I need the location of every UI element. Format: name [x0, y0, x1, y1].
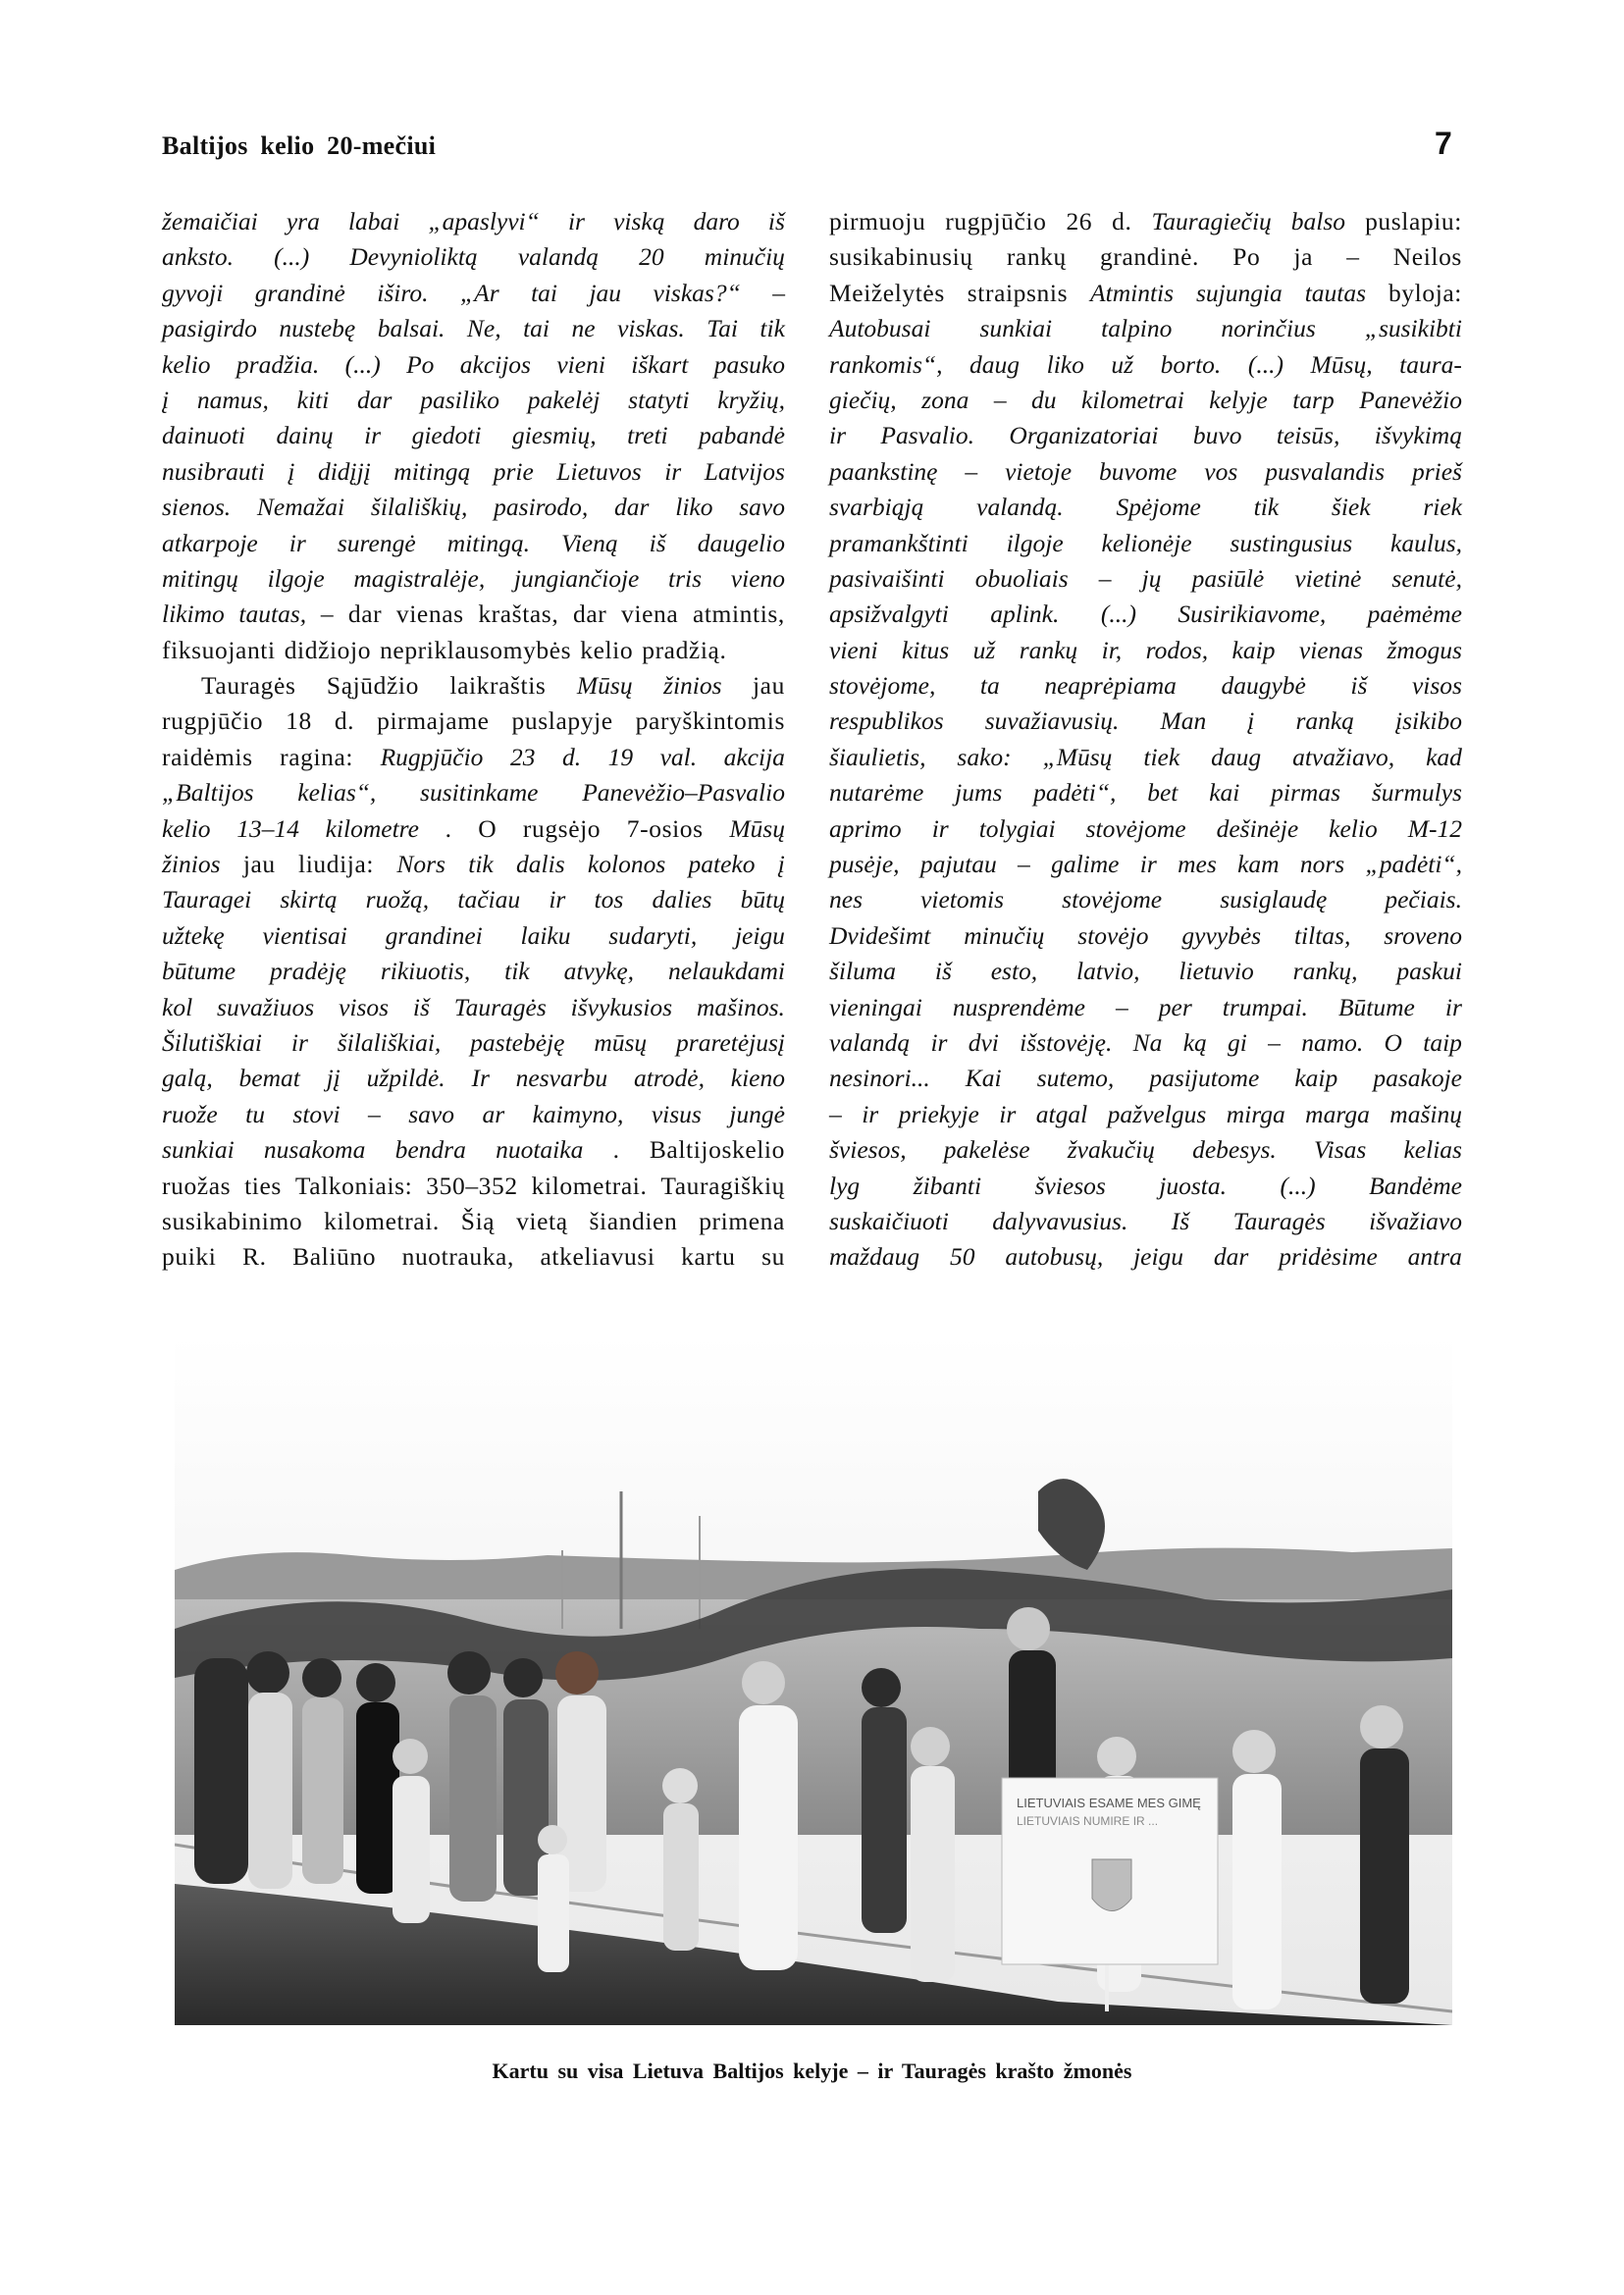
text-line: gyvoji grandinė iširo. „Ar tai jau viskas?“ – [162, 278, 785, 307]
text-line: kelio pradžia. (...) Po akcijos vieni iškart pasuko [162, 349, 785, 379]
text-line: ir Pasvalio. Organizatoriai buvo teisūs, išvykimą [829, 421, 1462, 450]
text-line: pasivaišinti obuoliais – jų pasiūlė vietinė senutė, [829, 563, 1462, 593]
text-line: ruože tu stovi – savo ar kaimyno, visus jungė [162, 1099, 785, 1128]
text-line: šiluma iš esto, latvio, lietuvio rankų, paskui [829, 957, 1462, 986]
text-line: paankstinę – vietoje buvome vos pusvalandis prieš [829, 456, 1462, 486]
text-line: svarbiąją valandą. Spėjome tik šiek riek [829, 493, 1462, 522]
text-line: pasigirdo nustebę balsai. Ne, tai ne viskas. Tai tik [162, 314, 785, 343]
text-line: kol suvažiuos visos iš Tauragės išvykusios mašinos. [162, 992, 785, 1021]
text-line: šiaulietis, sako: „Mūsų tiek daug atvažiavo, kad [829, 742, 1462, 771]
text-line: mitingų ilgoje magistralėje, jungiančioje tris vieno [162, 563, 785, 593]
text-line: maždaug 50 autobusų, jeigu dar pridėsime antra [829, 1242, 1462, 1272]
text-line: sunkiai nusakoma bendra nuotaika . Baltijoskelio [162, 1135, 785, 1165]
text-line: būtume pradėję rikiuotis, tik atvykę, nelaukdami [162, 957, 785, 986]
text-line: dainuoti dainų ir giedoti giesmių, treti pabandė [162, 421, 785, 450]
text-line: vieningai nusprendėme – per trumpai. Būtume ir [829, 992, 1462, 1021]
text-line: pramankštinti ilgoje kelionėje sustingusius kaulus, [829, 528, 1462, 557]
running-title: Baltijos kelio 20-mečiui [162, 131, 437, 160]
text-line: – ir priekyje ir atgal pažvelgus mirga marga mašinų [829, 1099, 1462, 1128]
text-line: „Baltijos kelias“, susitinkame Panevėžio–Pasvalio [162, 778, 785, 808]
text-line: nusibrauti į didįjį mitingą prie Lietuvos ir Latvijos [162, 456, 785, 486]
text-line: galą, bemat jį užpildė. Ir nesvarbu atrodė, kieno [162, 1064, 785, 1093]
text-line: giečių, zona – du kilometrai kelyje tarp Panevėžio [829, 385, 1462, 414]
vytis-coat-of-arms-icon [1092, 1859, 1131, 1911]
text-line: pusėje, pajutau – galime ir mes kam nors „padėti“, [829, 850, 1462, 879]
text-line: fiksuojanti didžiojo nepriklausomybės kelio pradžią. [162, 635, 727, 664]
text-line: nes vietomis stovėjome susiglaudę pečiais. [829, 885, 1462, 914]
text-line: ruožas ties Talkoniais: 350–352 kilometrai. Tauragiškių [162, 1171, 785, 1200]
text-line: valandą ir dvi išstovėję. Na ką gi – namo. O taip [829, 1027, 1462, 1057]
text-line: respublikos suvažiavusių. Man į ranką įsikibo [829, 706, 1462, 736]
photo-caption: Kartu su visa Lietuva Baltijos kelyje – ir Tauragės krašto žmonės [492, 2059, 1132, 2083]
text-line: suskaičiuoti dalyvavusius. Iš Tauragės išvažiavo [829, 1206, 1462, 1235]
text-column-right [829, 204, 1462, 1276]
text-line: apsižvalgyti aplink. (...) Susirikiavome, paėmėme [829, 600, 1462, 629]
text-line: vieni kitus už rankų ir, rodos, kaip vienas žmogus [829, 635, 1462, 664]
svg-text:LIETUVIAIS NUMIRE IR ...: LIETUVIAIS NUMIRE IR ... [1017, 1814, 1159, 1828]
photo-baltic-way [175, 1334, 1452, 2025]
text-line: stovėjome, ta neaprėpiama daugybė iš visos [829, 671, 1462, 701]
text-line: atkarpoje ir surengė mitingą. Vieną iš daugelio [162, 528, 785, 557]
text-line: užtekę vientisai grandinei laiku sudaryti, jeigu [162, 920, 785, 950]
photo-image [175, 1334, 1452, 2025]
text-line: likimo tautas, – dar vienas kraštas, dar viena atmintis, [162, 600, 785, 629]
text-line: rankomis“, daug liko už borto. (...) Mūsų, taura- [829, 349, 1462, 379]
text-line: raidėmis ragina: Rugpjūčio 23 d. 19 val. akcija [162, 742, 785, 771]
text-line: puiki R. Baliūno nuotrauka, atkeliavusi kartu su [162, 1242, 785, 1272]
text-line: nutarėme jums padėti“, bet kai pirmas šurmulys [829, 778, 1462, 808]
text-column-left [162, 204, 785, 1276]
text-line: žinios jau liudija: Nors tik dalis kolonos pateko į [162, 850, 785, 879]
text-line: Šilutiškiai ir šilališkiai, pastebėję mūsų praretėjusį [162, 1027, 785, 1057]
text-line: Tauragei skirtą ruožą, tačiau ir tos dalies būtų [162, 885, 785, 914]
text-line: rugpjūčio 18 d. pirmajame puslapyje paryškintomis [162, 706, 785, 736]
text-line: Autobusai sunkiai talpino norinčius „susikibti [829, 314, 1462, 343]
text-line: nesinori... Kai sutemo, pasijutome kaip pasakoje [829, 1064, 1462, 1093]
text-line: sienos. Nemažai šilališkių, pasirodo, dar liko savo [162, 493, 785, 522]
text-line: pirmuoju rugpjūčio 26 d. Tauragiečių balso puslapiu: [829, 207, 1462, 235]
text-line: į namus, kiti dar pasiliko pakelėj statyti kryžių, [162, 385, 785, 414]
svg-text:LIETUVIAIS ESAME MES GIMĘ: LIETUVIAIS ESAME MES GIMĘ [1017, 1796, 1201, 1810]
text-line: susikabinusių rankų grandinė. Po ja – Neilos [829, 242, 1462, 272]
text-line: aprimo ir tolygiai stovėjome dešinėje kelio M-12 [829, 813, 1462, 843]
text-line: žemaičiai yra labai „apaslyvi“ ir viską daro iš [162, 207, 785, 235]
text-line: šviesos, pakelėse žvakučių debesys. Visas kelias [829, 1135, 1462, 1165]
text-line: Meiželytės straipsnis Atmintis sujungia tautas byloja: [829, 278, 1462, 307]
text-line: susikabinimo kilometrai. Šią vietą šiandien primena [162, 1206, 785, 1235]
text-line: kelio 13–14 kilometre . O rugsėjo 7-osios Mūsų [162, 813, 785, 843]
page-number: 7 [1435, 126, 1452, 161]
text-line: lyg žibanti šviesos juosta. (...) Bandėme [829, 1171, 1462, 1200]
text-line: Tauragės Sąjūdžio laikraštis Mūsų žinios jau [201, 671, 785, 701]
text-line: Dvidešimt minučių stovėjo gyvybės tiltas, sroveno [829, 920, 1462, 950]
text-line: anksto. (...) Devynioliktą valandą 20 minučių [162, 242, 785, 272]
